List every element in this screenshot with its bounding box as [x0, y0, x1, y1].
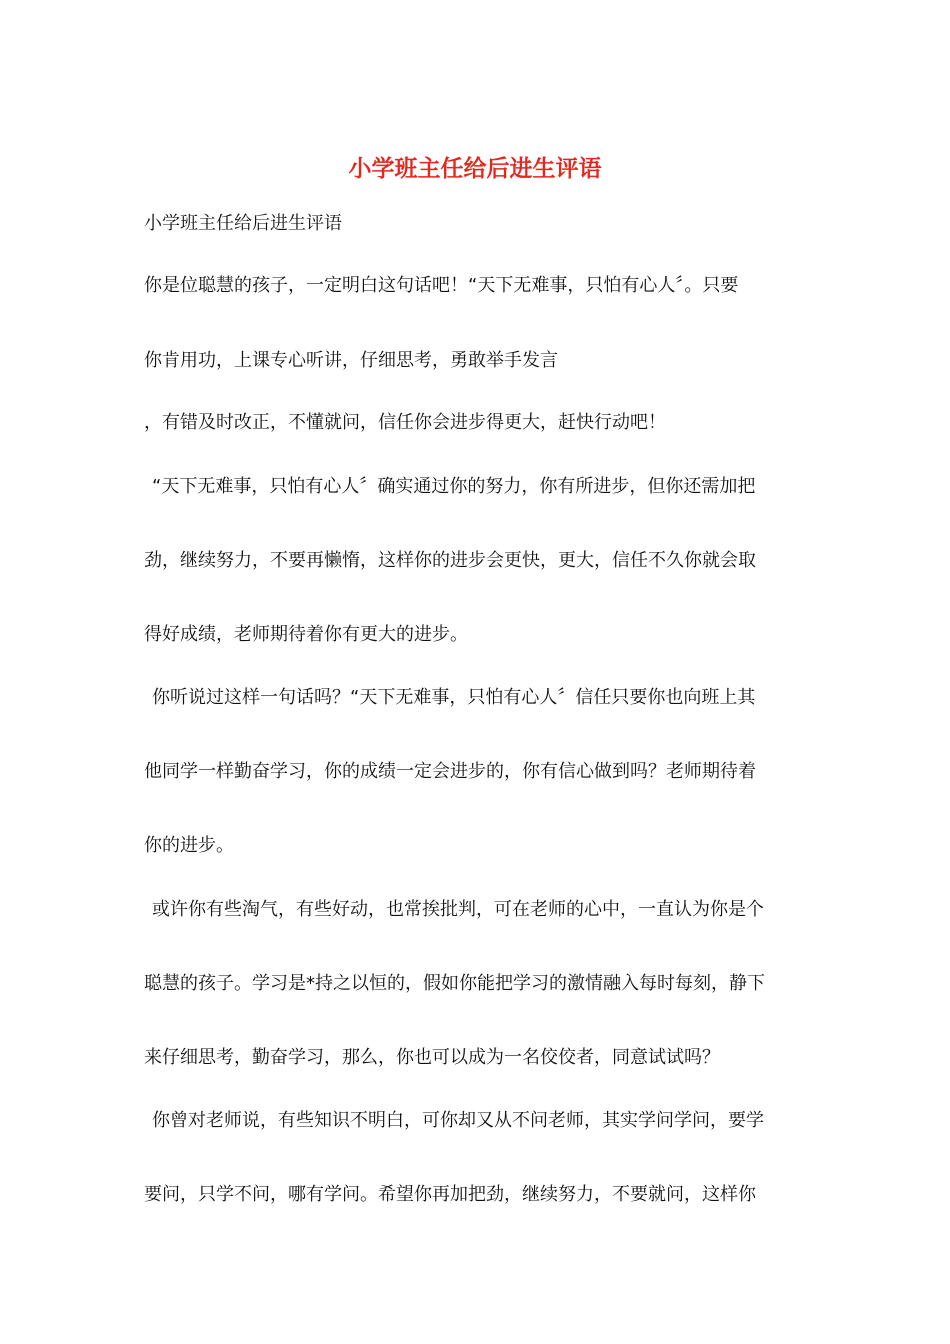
paragraph-line: 劲，继续努力，不要再懒惰，这样你的进步会更快，更大，信任不久你就会取 [144, 550, 756, 571]
paragraph-line: ，有错及时改正，不懂就问，信任你会进步得更大，赶快行动吧！ [144, 412, 666, 433]
paragraph-line: 他同学一样勤奋学习，你的成绩一定会进步的，你有信心做到吗？老师期待着 [144, 761, 756, 782]
paragraph-line: 你曾对老师说，有些知识不明白，可你却又从不问老师，其实学问学问，要学 [152, 1110, 764, 1131]
paragraph-line: 聪慧的孩子。学习是*持之以恒的，假如你能把学习的激情融入每时每刻，静下 [144, 973, 765, 994]
subtitle-line: 小学班主任给后进生评语 [144, 213, 342, 234]
paragraph-line: 你的进步。 [144, 835, 234, 856]
paragraph-line: “天下无难事，只怕有心人〞确实通过你的努力，你有所进步，但你还需加把 [152, 476, 756, 497]
paragraph-line: 你是位聪慧的孩子，一定明白这句话吧！“天下无难事，只怕有心人〞。只要 [144, 275, 739, 296]
paragraph-line: 得好成绩，老师期待着你有更大的进步。 [144, 624, 468, 645]
paragraph-line: 要问，只学不问，哪有学问。希望你再加把劲，继续努力，不要就问，这样你 [144, 1184, 756, 1205]
document-title: 小学班主任给后进生评语 [348, 155, 602, 182]
paragraph-line: 或许你有些淘气，有些好动，也常挨批判，可在老师的心中，一直认为你是个 [152, 899, 764, 920]
paragraph-line: 来仔细思考，勤奋学习，那么，你也可以成为一名佼佼者，同意试试吗？ [144, 1047, 720, 1068]
paragraph-line: 你听说过这样一句话吗？“天下无难事，只怕有心人〞信任只要你也向班上其 [152, 687, 756, 708]
paragraph-line: 你肯用功，上课专心听讲，仔细思考，勇敢举手发言 [144, 350, 558, 371]
